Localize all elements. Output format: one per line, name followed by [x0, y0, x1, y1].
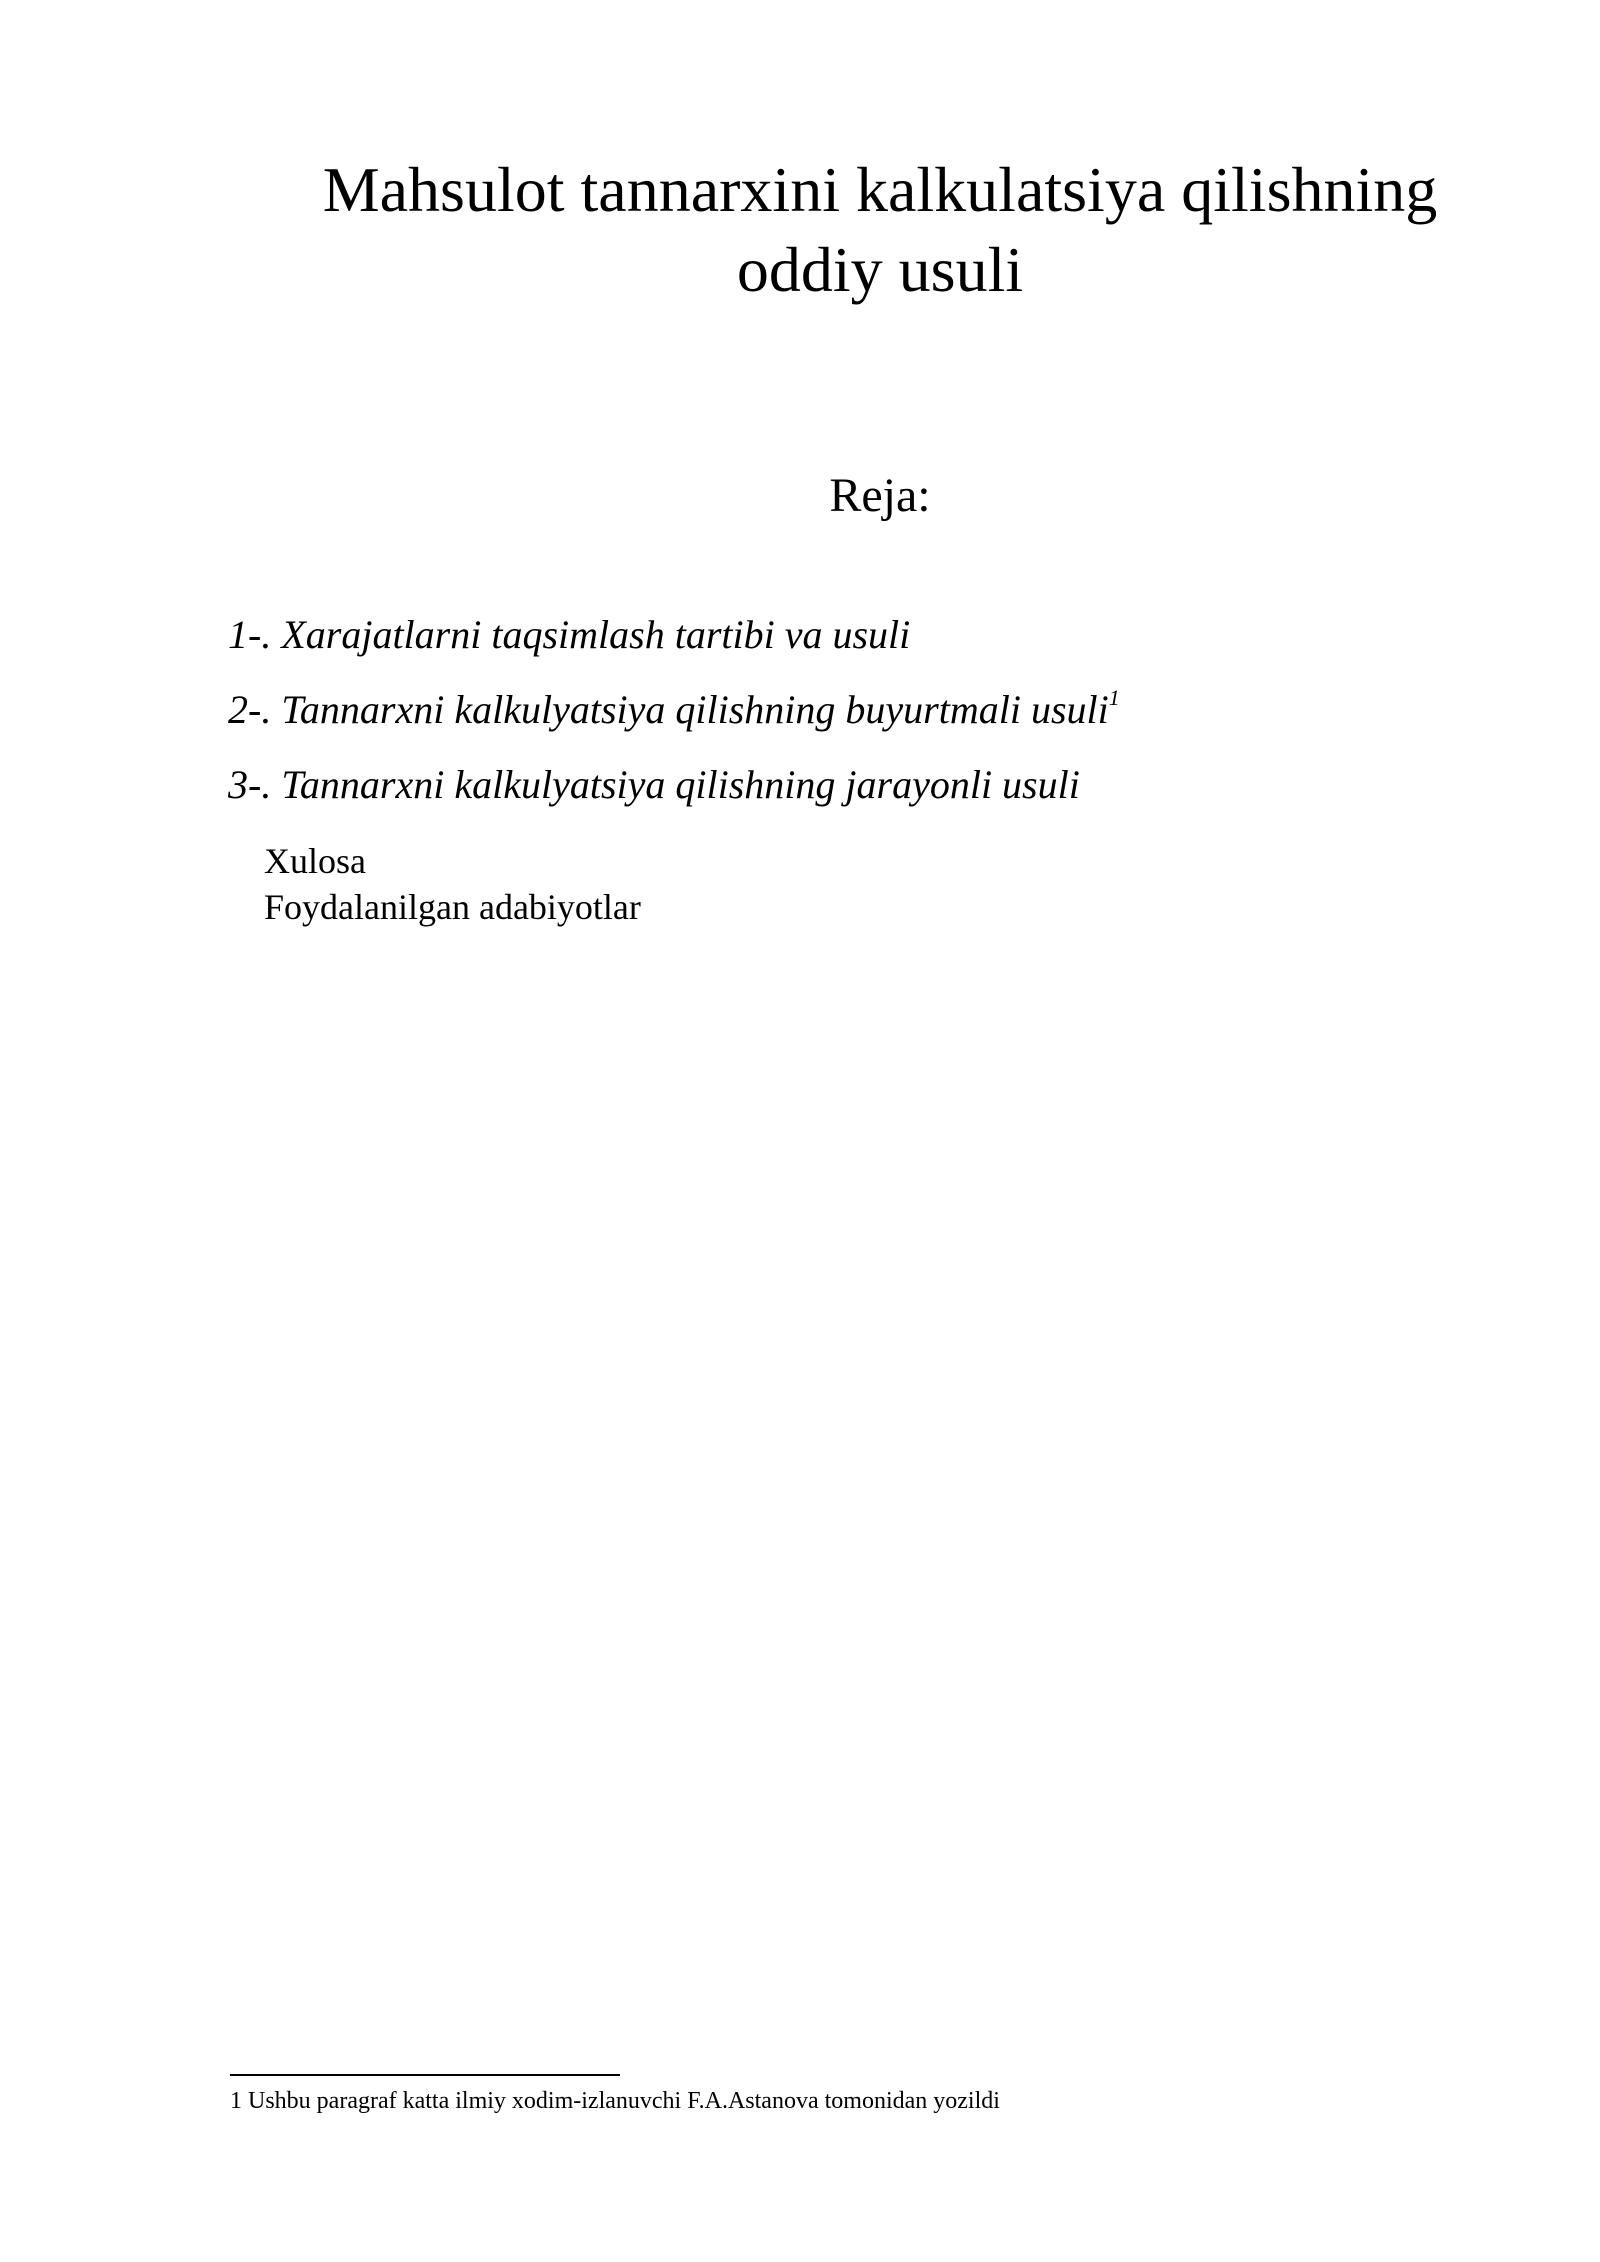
plan-item-text: Tannarxni kalkulyatsiya qilishning jarayonli usuli — [281, 762, 1080, 807]
plan-item-number: 1-. — [228, 612, 272, 657]
plan-item-number: 2-. — [228, 687, 272, 732]
references-item: Foydalanilgan adabiyotlar — [264, 887, 641, 927]
footnote-number: 1 — [230, 2088, 242, 2114]
footnote-reference: 1 — [1108, 684, 1120, 710]
plan-item — [228, 760, 1120, 810]
extra-list — [264, 838, 641, 930]
plan-heading: Reja: — [829, 469, 931, 522]
page-title: Mahsulot tannarxini kalkulatsiya qilishning oddiy usuli — [322, 154, 1438, 305]
plan-item-text: Tannarxni kalkulyatsiya qilishning buyurtmali usuli — [281, 687, 1109, 732]
footnote-text: Ushbu paragraf katta ilmiy xodim-izlanuvchi F.A.Astanova tomonidan yozildi — [248, 2088, 1000, 2114]
plan-item-text: Xarajatlarni taqsimlash tartibi va usuli — [281, 612, 911, 657]
plan-item — [228, 610, 1120, 660]
plan-item-number: 3-. — [228, 762, 272, 807]
conclusion-item: Xulosa — [264, 841, 366, 881]
plan-list — [228, 610, 1120, 835]
plan-item — [228, 685, 1120, 735]
footnote-separator — [230, 2074, 620, 2076]
footnote — [230, 2086, 1000, 2116]
